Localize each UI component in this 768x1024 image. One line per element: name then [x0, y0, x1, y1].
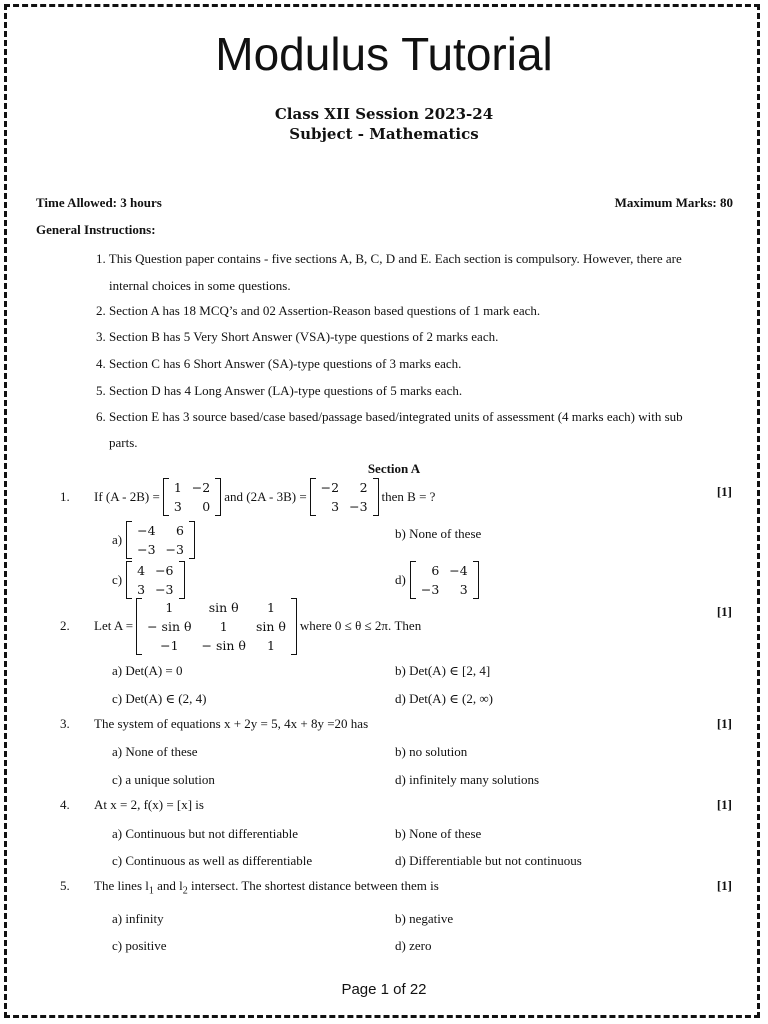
matrix-cell: −2 [320, 480, 340, 495]
option-label: d) [395, 572, 406, 587]
subject: Subject - Mathematics [289, 125, 479, 143]
question-number: 4. [60, 797, 70, 812]
matrix-cell: −3 [165, 542, 184, 557]
question-text-post: where 0 ≤ θ ≤ 2π. Then [299, 618, 422, 633]
option-c: c) positive [112, 938, 167, 953]
option-label: c) [112, 572, 123, 587]
option-label: a) [112, 532, 123, 547]
question-text [94, 597, 421, 655]
matrix-cell: −3 [420, 582, 440, 597]
matrix-cell: 6 [176, 523, 184, 538]
option-b: b) None of these [395, 826, 482, 841]
matrix-cell: −1 [160, 637, 179, 653]
matrix-cell: −4 [449, 563, 468, 578]
option-a [112, 521, 195, 559]
question-text-post: then B = ? [381, 489, 436, 504]
option-c [112, 561, 185, 599]
matrix-cell: 3 [331, 499, 340, 514]
instruction-item: 1. This Question paper contains - five sections A, B, C, D and E. Each section is compulsory. However, there are [96, 251, 682, 266]
class-session: Class XII Session 2023-24 [274, 105, 494, 123]
subscript: 1 [148, 885, 154, 897]
option-d: d) infinitely many solutions [395, 772, 540, 787]
option-d: d) Differentiable but not continuous [395, 853, 582, 868]
question-text [94, 478, 435, 516]
question-number: 5. [60, 878, 70, 893]
question-text-part: intersect. The shortest distance between them is [187, 878, 439, 893]
option-a: a) Continuous but not differentiable [112, 826, 299, 841]
instruction-item: 6. Section E has 3 source based/case based/passage based/integrated units of assessment (4 marks each) with sub [96, 409, 683, 424]
matrix-cell: sin θ [255, 618, 286, 634]
question-text-part: The lines l [94, 878, 149, 893]
question-text-part: and l [153, 878, 183, 893]
matrix-cell: 1 [266, 637, 275, 653]
matrix [163, 478, 221, 516]
marks-badge: [1] [716, 604, 732, 619]
matrix-cell: 1 [219, 618, 228, 634]
page-number: Page 1 of 22 [341, 981, 427, 998]
instruction-item: 5. Section D has 4 Long Answer (LA)-type questions of 5 marks each. [96, 383, 463, 398]
option-a: a) Det(A) = 0 [112, 663, 183, 678]
option-b: b) Det(A) ∈ [2, 4] [395, 663, 491, 678]
matrix-cell: −3 [155, 582, 174, 597]
option-b: b) no solution [395, 744, 468, 759]
instruction-item: 4. Section C has 6 Short Answer (SA)-type questions of 3 marks each. [96, 356, 462, 371]
time-allowed: Time Allowed: 3 hours [36, 195, 162, 210]
question-text-pre: Let A = [94, 618, 134, 633]
matrix [126, 561, 184, 599]
question-text-mid: and (2A - 3B) = [224, 489, 307, 504]
question-number: 3. [60, 716, 70, 731]
marks-badge: [1] [716, 878, 732, 893]
matrix-cell: − sin θ [201, 637, 246, 653]
matrix-cell: 3 [459, 582, 468, 597]
option-d: d) zero [395, 938, 432, 953]
matrix-cell: 4 [137, 563, 146, 578]
option-c: c) Continuous as well as differentiable [112, 853, 313, 868]
option-a: a) infinity [112, 911, 164, 926]
question-text: The system of equations x + 2y = 5, 4x + 8y =20 has [94, 716, 369, 731]
matrix-cell: −3 [349, 499, 368, 514]
option-c: c) a unique solution [112, 772, 215, 787]
section-title: Section A [367, 461, 421, 476]
matrix-cell: 3 [173, 499, 182, 514]
option-b: b) negative [395, 911, 454, 926]
question-text [94, 877, 439, 901]
matrix-cell: 3 [137, 582, 146, 597]
subscript: 2 [182, 885, 188, 897]
instruction-item: parts. [109, 435, 138, 450]
matrix-cell: 1 [266, 599, 275, 615]
question-number: 2. [60, 618, 70, 633]
matrix [310, 478, 379, 516]
matrix-cell: 0 [202, 499, 211, 514]
matrix-cell: 1 [173, 480, 182, 495]
matrix-cell: 6 [431, 563, 440, 578]
matrix-cell: − sin θ [147, 618, 192, 634]
matrix-cell: −2 [191, 480, 211, 495]
matrix-cell: −4 [137, 523, 156, 538]
max-marks: Maximum Marks: 80 [614, 195, 733, 210]
marks-badge: [1] [716, 797, 732, 812]
option-c: c) Det(A) ∈ (2, 4) [112, 691, 207, 706]
marks-badge: [1] [716, 716, 732, 731]
question-text-pre: If (A - 2B) = [94, 489, 160, 504]
instruction-item: internal choices in some questions. [109, 278, 291, 293]
instruction-item: 3. Section B has 5 Very Short Answer (VSA)-type questions of 2 marks each. [96, 329, 499, 344]
instruction-item: 2. Section A has 18 MCQ’s and 02 Assertion-Reason based questions of 1 mark each. [96, 303, 541, 318]
matrix-cell: 1 [165, 599, 174, 615]
page-title: Modulus Tutorial [215, 28, 553, 80]
instructions-heading: General Instructions: [36, 222, 156, 237]
question-number: 1. [60, 489, 70, 504]
matrix [126, 521, 195, 559]
matrix-cell: sin θ [208, 599, 239, 615]
marks-badge: [1] [716, 484, 732, 499]
option-d [395, 561, 479, 599]
matrix-cell: −6 [155, 563, 174, 578]
matrix-cell: 2 [359, 480, 368, 495]
question-text: At x = 2, f(x) = [x] is [94, 797, 204, 812]
option-b: b) None of these [395, 526, 482, 541]
option-d: d) Det(A) ∈ (2, ∞) [395, 691, 493, 706]
matrix [136, 598, 297, 655]
matrix [410, 561, 479, 599]
option-a: a) None of these [112, 744, 198, 759]
matrix-cell: −3 [137, 542, 156, 557]
